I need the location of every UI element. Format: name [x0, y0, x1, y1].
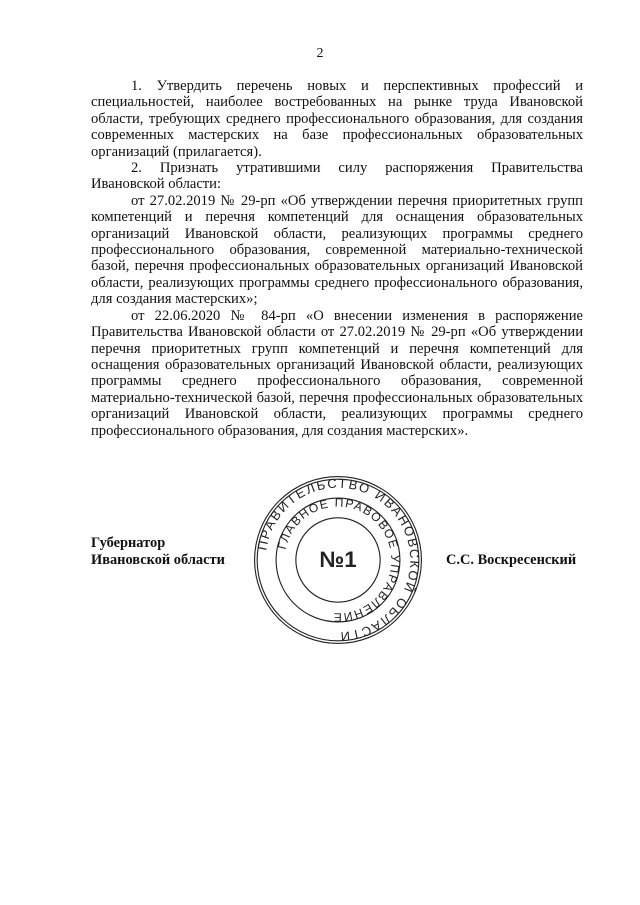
- paragraph-order-29rp: от 27.02.2019 № 29-рп «Об утверждении перечня приоритетных групп компетенций и перечня компетенций для оснащения образовательных организаций Ивановской области, реализующих программы среднего профессионального образования, современной материально-технической базой, перечня профессиональных образовательных организаций Ивановской области, реализующих программы среднего профессионального образования, для создания мастерских»;: [91, 192, 583, 308]
- signature-title-line2: Ивановской области: [91, 552, 225, 568]
- seal-inner-text: ГЛАВНОЕ ПРАВОВОЕ УПРАВЛЕНИЕ: [274, 495, 403, 625]
- paragraph-repeal-orders: 2. Признать утратившими силу распоряжения Правительства Ивановской области:: [91, 160, 583, 193]
- signature-title: [91, 535, 225, 569]
- signer-name: С.С. Воскресенский: [446, 552, 577, 568]
- document-body: [91, 78, 583, 439]
- page-number: 2: [316, 46, 324, 61]
- seal-outer-text: ПРАВИТЕЛЬСТВО ИВАНОВСКОЙ ОБЛАСТИ: [254, 475, 423, 645]
- paragraph-order-84rp: от 22.06.2020 № 84-рп «О внесении изменения в распоряжение Правительства Ивановской области от 27.02.2019 № 29-рп «Об утверждении перечня приоритетных групп компетенций и перечня компетенций для оснащения образовательных организаций Ивановской области, реализующих программы среднего профессионального образования, современной материально-технической базой, перечня профессиональных образовательных организаций Ивановской области, реализующих программы среднего профессионального образования, для создания мастерских».: [91, 307, 583, 439]
- paragraph-approve-list: 1. Утвердить перечень новых и перспективных профессий и специальностей, наиболее востребованных на рынке труда Ивановской области, требующих среднего профессионального образования, для создания современных мастерских на базе профессиональных образовательных организаций (прилагается).: [91, 78, 583, 160]
- signature-title-line1: Губернатор: [91, 535, 166, 551]
- official-seal: [252, 474, 424, 646]
- seal-number: №1: [319, 546, 357, 572]
